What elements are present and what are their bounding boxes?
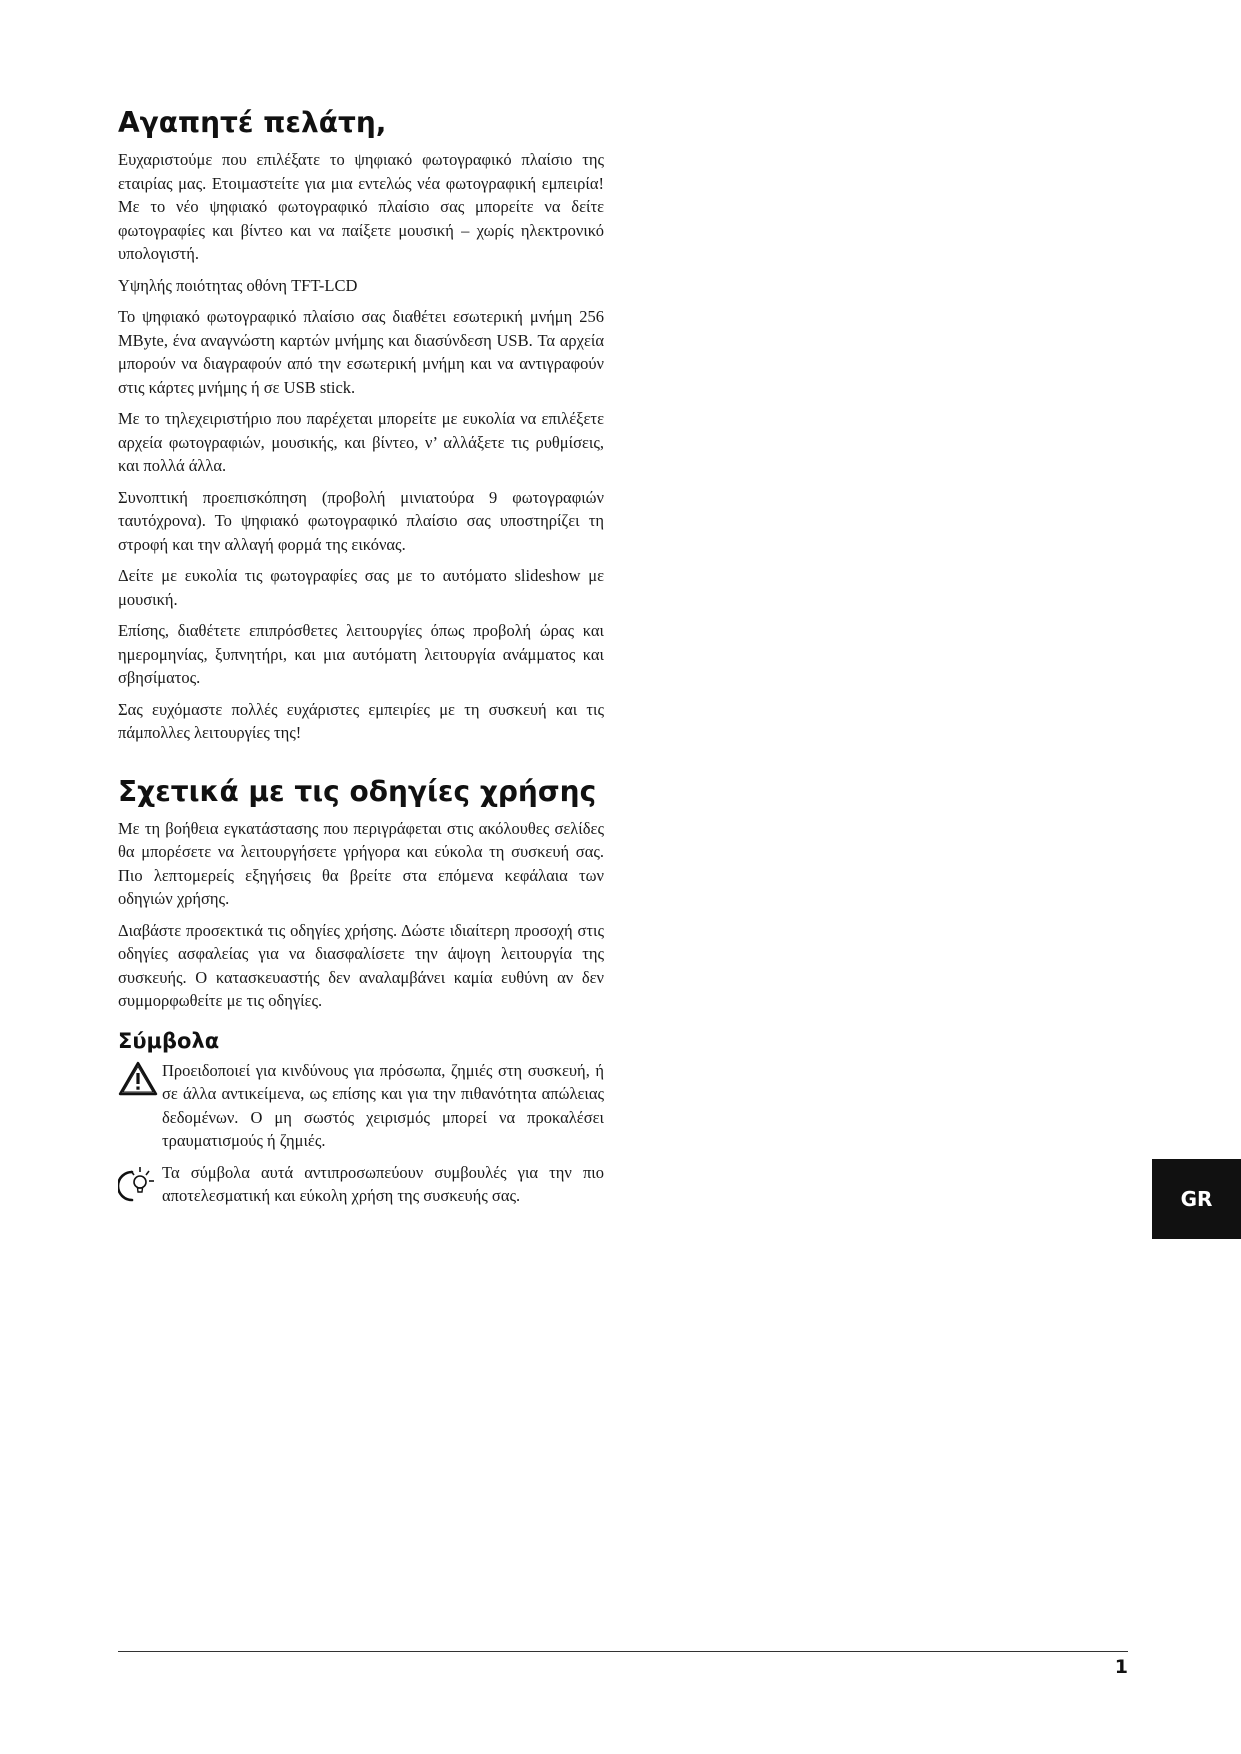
intro-paragraph-3: Το ψηφιακό φωτογραφικό πλαίσιο σας διαθέτει εσωτερική μνήμη 256 MByte, ένα αναγνώστη καρτών μνήμης και διασύνδεση USB. Τα αρχεία μπορούν να διαγραφούν από την εσωτερική μνήμη και να αντιγραφούν στις κάρτες μνήμης ή σε USB stick. [118, 307, 604, 397]
footer-rule [118, 1651, 1128, 1652]
intro-paragraph-2: Υψηλής ποιότητας οθόνη TFT-LCD [118, 275, 358, 295]
lightbulb-tip-icon [118, 1161, 162, 1208]
warning-note [118, 1059, 604, 1153]
tip-note [118, 1161, 604, 1208]
page-number: 1 [1114, 1656, 1128, 1678]
warning-icon [118, 1059, 162, 1102]
intro-paragraph-1: Ευχαριστούμε που επιλέξατε το ψηφιακό φωτογραφικό πλαίσιο της εταιρίας μας. Ετοιμαστείτε για μια εντελώς νέα φωτογραφική εμπειρία! Με το νέο ψηφιακό φωτογραφικό πλαίσιο σας μπορείτε να δείτε φωτογραφίες και βίντεο και να παίξετε μουσική – χωρίς ηλεκτρονικό υπολογιστή. [118, 150, 604, 263]
intro-paragraph-4: Με το τηλεχειριστήριο που παρέχεται μπορείτε με ευκολία να επιλέξετε αρχεία φωτογραφιών, μουσικής, και βίντεο, ν’ αλλάξετε τις ρυθμίσεις, και πολλά άλλα. [118, 409, 604, 475]
text-column [118, 106, 604, 1216]
intro-paragraph-7: Επίσης, διαθέτετε επιπρόσθετες λειτουργίες όπως προβολή ώρας και ημερομηνίας, ξυπνητήρι, και μια αυτόματη λειτουργία ανάμματος και σβησίματος. [118, 621, 604, 687]
language-tab-gr: GR [1152, 1159, 1241, 1239]
about-paragraph-2: Διαβάστε προσεκτικά τις οδηγίες χρήσης. Δώστε ιδιαίτερη προσοχή στις οδηγίες ασφαλείας για να διασφαλίσετε την άψογη λειτουργία της συσκευής. Ο κατασκευαστής δεν αναλαμβάνει καμία ευθύνη αν δεν συμμορφωθείτε με τις οδηγίες. [118, 920, 604, 1010]
intro-paragraph-5: Συνοπτική προεπισκόπηση (προβολή μινιατούρα 9 φωτογραφιών ταυτόχρονα). Το ψηφιακό φωτογραφικό πλαίσιο σας υποστηρίζει τη στροφή και την αλλαγή φορμά της εικόνας. [118, 487, 604, 554]
section-heading-about-manual: Σχετικά με τις οδηγίες χρήσης [118, 774, 597, 808]
intro-paragraph-6: Δείτε με ευκολία τις φωτογραφίες σας με το αυτόματο slideshow με μουσική. [118, 566, 604, 609]
section-heading-dear-customer: Αγαπητέ πελάτη, [118, 106, 387, 139]
intro-paragraph-8: Σας ευχόμαστε πολλές ευχάριστες εμπειρίες με τη συσκευή και τις πάμπολλες λειτουργίες της! [118, 699, 604, 742]
warning-text: Προειδοποιεί για κινδύνους για πρόσωπα, ζημιές στη συσκευή, ή σε άλλα αντικείμενα, ως επίσης και για την πιθανότητα απώλειας δεδομένων. Ο μη σωστός χειρισμός μπορεί να προκαλέσει τραυματισμούς ή ζημιές. [162, 1060, 604, 1150]
tip-text: Τα σύμβολα αυτά αντιπροσωπεύουν συμβουλές για την πιο αποτελεσματική και εύκολη χρήση της συσκευής σας. [162, 1162, 604, 1205]
about-paragraph-1: Με τη βοήθεια εγκατάστασης που περιγράφεται στις ακόλουθες σελίδες θα μπορέσετε να λειτουργήσετε γρήγορα και εύκολα τη συσκευή σας. Πιο λεπτομερείς εξηγήσεις θα βρείτε στα επόμενα κεφάλαια των οδηγιών χρήσης. [118, 818, 604, 908]
section-heading-symbols: Σύμβολα [118, 1028, 220, 1053]
